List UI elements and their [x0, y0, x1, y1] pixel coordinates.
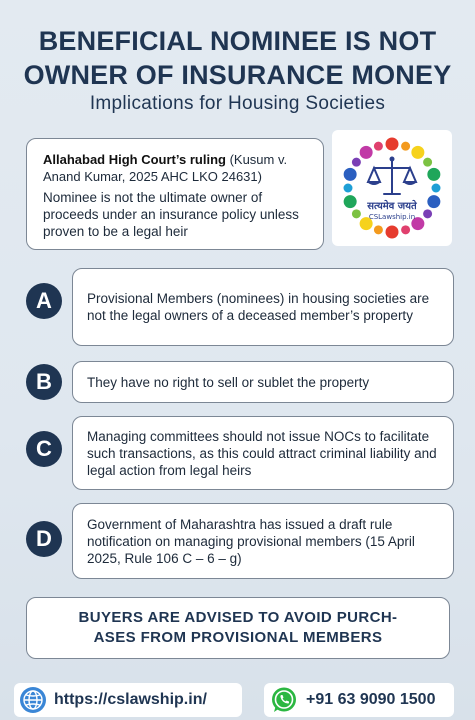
point-d-badge: D: [26, 521, 62, 557]
logo-ring-dot: [344, 195, 357, 208]
logo-ring-dot: [344, 168, 357, 181]
point-c-badge: C: [26, 431, 62, 467]
phone-contact[interactable]: [264, 683, 454, 717]
buyer-advisory-text: [79, 608, 398, 648]
point-d-text: Government of Maharashtra has issued a draft rule notification on managing provisional members (15 April 2025, Rule 106 C – 6 – g): [87, 516, 415, 566]
logo-emblem-icon: [332, 130, 452, 246]
page-subtitle: Implications for Housing Societies: [89, 93, 386, 114]
point-c-card: [72, 416, 454, 490]
cslawship-logo: [332, 130, 452, 246]
point-a-text: Provisional Members (nominees) in housing societies are not the legal owners of a deceased member’s property: [87, 291, 430, 323]
logo-ring-dot: [411, 146, 424, 159]
ruling-citation: (Kusum v. Anand Kumar, 2025 AHC LKO 24631): [43, 152, 288, 184]
website-link[interactable]: [14, 683, 242, 717]
logo-ring-dot: [374, 142, 383, 151]
logo-ring-dot: [360, 146, 373, 159]
logo-ring-dot: [423, 209, 432, 218]
point-a-card: [72, 268, 454, 346]
ruling-text: Nominee is not the ultimate owner of proceeds under an insurance policy unless proven to be a legal heir: [43, 190, 299, 239]
logo-ring-dot: [432, 184, 441, 193]
logo-ring-dot: [352, 209, 361, 218]
logo-ring-dot: [374, 225, 383, 234]
globe-icon: [18, 685, 48, 715]
buyer-advisory-line-2: ASES FROM PROVISIONAL MEMBERS: [93, 629, 383, 646]
logo-ring-dot: [427, 168, 440, 181]
ruling-court: Allahabad High Court’s ruling: [43, 152, 226, 167]
buyer-advisory-card: [26, 597, 450, 659]
title-line-2: OWNER OF INSURANCE MONEY: [23, 60, 452, 90]
buyer-advisory-line-1: BUYERS ARE ADVISED TO AVOID PURCH-: [78, 609, 398, 626]
logo-site: CSLawship.in: [368, 213, 416, 221]
phone-number: +91 63 9090 1500: [306, 691, 436, 708]
logo-ring-dot: [423, 158, 432, 167]
point-a-badge: A: [26, 283, 62, 319]
whatsapp-icon: [270, 686, 298, 714]
logo-ring-dot: [352, 158, 361, 167]
logo-ring-dot: [401, 225, 410, 234]
logo-ring-dot: [344, 184, 353, 193]
point-b-text: They have no right to sell or sublet the property: [87, 374, 370, 390]
point-b-badge: B: [26, 364, 62, 400]
point-b-card: [72, 361, 454, 403]
logo-ring-dot: [386, 138, 399, 151]
title-line-1: BENEFICIAL NOMINEE IS NOT: [38, 26, 437, 56]
page-title: [0, 24, 475, 92]
ruling-heading: [43, 151, 311, 185]
point-d-card: [72, 503, 454, 579]
website-url: https://cslawship.in/: [54, 691, 207, 708]
ruling-card: [26, 138, 324, 250]
logo-ring-dot: [427, 195, 440, 208]
logo-ring-dot: [386, 226, 399, 239]
logo-motto: सत्यमेव जयते: [367, 201, 417, 212]
point-c-text: Managing committees should not issue NOCs to facilitate such transactions, as this could attract criminal liability and legal action from legal heirs: [87, 428, 437, 478]
logo-ring-dot: [401, 142, 410, 151]
